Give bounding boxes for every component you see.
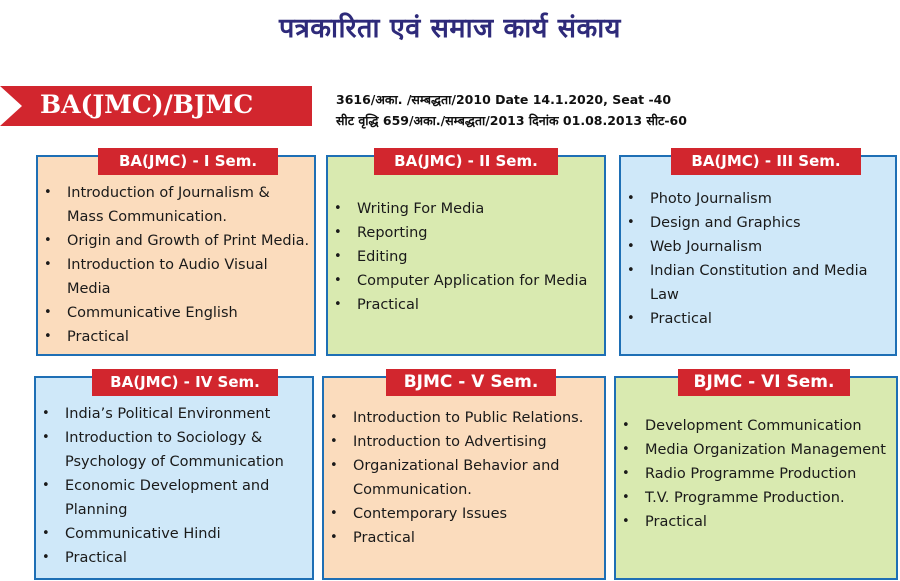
semester-4-card — [34, 373, 314, 580]
semester-1-list — [44, 181, 310, 349]
semester-5-card — [322, 372, 606, 580]
list-item: • Development Communication — [622, 414, 892, 438]
list-item: • India’s Political Environment — [42, 402, 308, 426]
list-item: • Origin and Growth of Print Media. — [44, 229, 310, 253]
semester-6-card — [614, 372, 898, 580]
list-item: • Communicative English — [44, 301, 310, 325]
list-item: • Practical — [334, 293, 600, 317]
list-item: • Indian Constitution and Media Law — [627, 259, 891, 307]
approval-line-2: सीट वृद्धि 659/अका./सम्बद्धता/2013 दिनांक 01.08.2013 सीट-60 — [336, 113, 687, 128]
list-item: • Introduction to Advertising — [330, 430, 600, 454]
semester-3-list — [627, 187, 891, 331]
approval-info — [336, 89, 687, 131]
semester-5-label: BJMC - V Sem. — [386, 369, 556, 396]
list-item: • Contemporary Issues — [330, 502, 600, 526]
list-item: • Practical — [622, 510, 892, 534]
page-title: पत्रकारिता एवं समाज कार्य संकाय — [279, 13, 621, 44]
list-item: • Introduction of Journalism & Mass Communication. — [44, 181, 310, 229]
program-ribbon — [0, 86, 312, 126]
program-title: BA(JMC)/BJMC — [40, 90, 254, 119]
semester-6-label: BJMC - VI Sem. — [678, 369, 850, 396]
semester-4-list — [42, 402, 308, 570]
list-item: • Communicative Hindi — [42, 522, 308, 546]
approval-line-1: 3616/अका. /सम्बद्धता/2010 Date 14.1.2020, Seat -40 — [336, 92, 672, 107]
semester-2-card — [326, 152, 606, 356]
list-item: • Practical — [330, 526, 600, 550]
semester-3-card — [619, 152, 897, 356]
semester-4-label: BA(JMC) - IV Sem. — [92, 369, 278, 396]
list-item: • Practical — [627, 307, 891, 331]
list-item: • Media Organization Management — [622, 438, 892, 462]
list-item: • Computer Application for Media — [334, 269, 600, 293]
semester-5-list — [330, 406, 600, 550]
semester-1-card — [36, 152, 316, 356]
semester-2-label: BA(JMC) - II Sem. — [374, 148, 558, 175]
list-item: • Photo Journalism — [627, 187, 891, 211]
list-item: • Editing — [334, 245, 600, 269]
list-item: • Introduction to Public Relations. — [330, 406, 600, 430]
list-item: • T.V. Programme Production. — [622, 486, 892, 510]
list-item: • Practical — [44, 325, 310, 349]
list-item: • Radio Programme Production — [622, 462, 892, 486]
list-item: • Organizational Behavior and Communication. — [330, 454, 600, 502]
list-item: • Introduction to Sociology & Psychology of Communication — [42, 426, 308, 474]
semester-1-label: BA(JMC) - I Sem. — [98, 148, 278, 175]
list-item: • Writing For Media — [334, 197, 600, 221]
semester-6-list — [622, 414, 892, 534]
list-item: • Design and Graphics — [627, 211, 891, 235]
list-item: • Practical — [42, 546, 308, 570]
list-item: • Economic Development and Planning — [42, 474, 308, 522]
list-item: • Introduction to Audio Visual Media — [44, 253, 310, 301]
list-item: • Web Journalism — [627, 235, 891, 259]
semester-3-label: BA(JMC) - III Sem. — [671, 148, 861, 175]
semester-2-list — [334, 197, 600, 317]
list-item: • Reporting — [334, 221, 600, 245]
